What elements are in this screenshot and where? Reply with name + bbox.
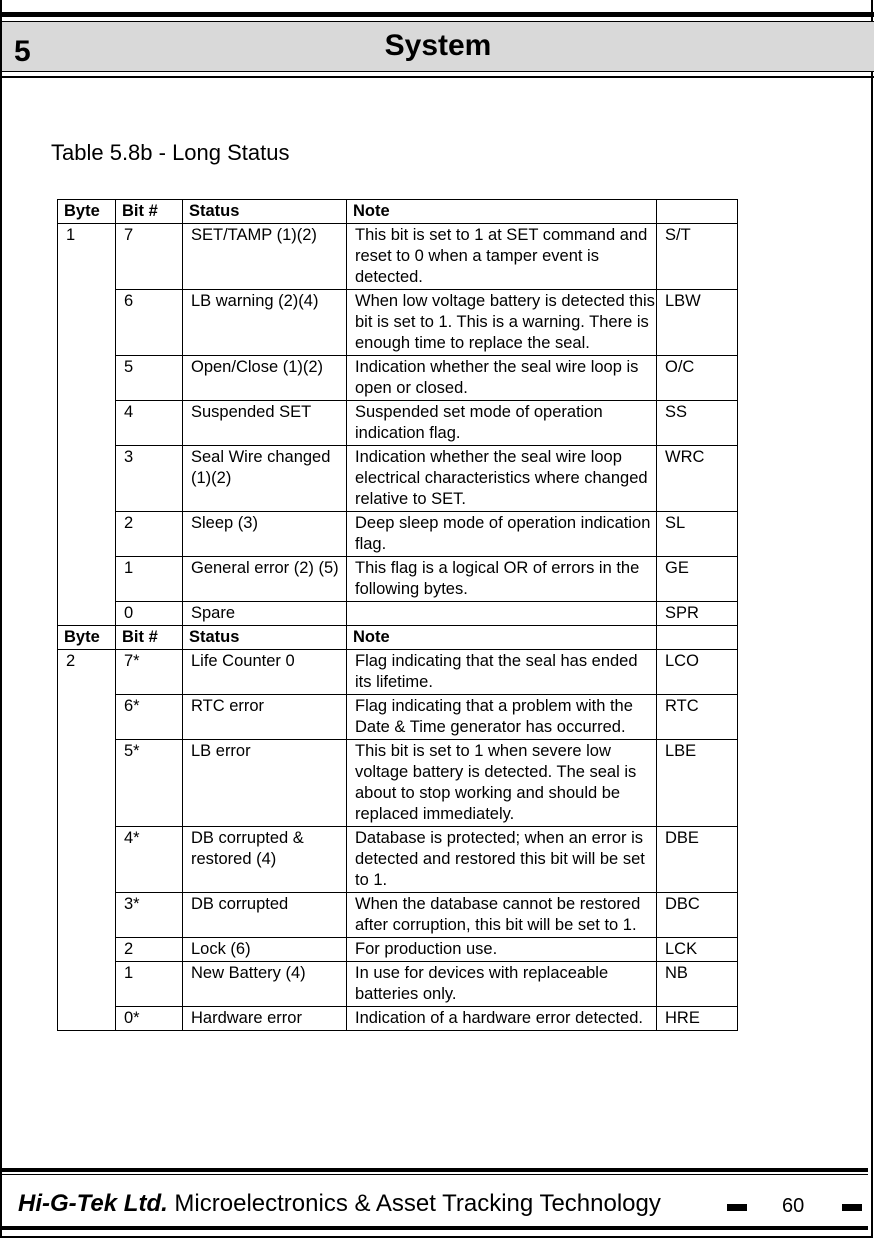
status-abbreviation: RTC (657, 695, 738, 740)
table-row (58, 827, 738, 893)
status-abbreviation: SPR (657, 602, 738, 626)
status-note: Deep sleep mode of operation indication flag. (347, 512, 657, 557)
status-abbreviation: DBE (657, 827, 738, 893)
header-byte: Byte (58, 200, 116, 224)
table-row (58, 962, 738, 1007)
header-bit: Bit # (116, 626, 183, 650)
status-name: DB corrupted (183, 893, 347, 938)
header-bit: Bit # (116, 200, 183, 224)
table-row (58, 938, 738, 962)
header-abbr (657, 200, 738, 224)
status-abbreviation: HRE (657, 1007, 738, 1031)
bit-number: 1 (116, 557, 183, 602)
status-abbreviation: LCO (657, 650, 738, 695)
status-note: Indication whether the seal wire loop is open or closed. (347, 356, 657, 401)
bit-number: 7* (116, 650, 183, 695)
table-row (58, 602, 738, 626)
table-row (58, 650, 738, 695)
status-abbreviation: SL (657, 512, 738, 557)
status-name: Hardware error (183, 1007, 347, 1031)
long-status-table (57, 199, 738, 1031)
bit-number: 4* (116, 827, 183, 893)
bit-number: 5 (116, 356, 183, 401)
byte-number: 1 (58, 224, 116, 626)
company-name: Hi-G-Tek Ltd. (18, 1190, 168, 1217)
chapter-header (2, 12, 874, 78)
status-abbreviation: DBC (657, 893, 738, 938)
status-name: Sleep (3) (183, 512, 347, 557)
status-name: DB corrupted & restored (4) (183, 827, 347, 893)
status-note: In use for devices with replaceable batteries only. (347, 962, 657, 1007)
status-note: This flag is a logical OR of errors in the following bytes. (347, 557, 657, 602)
table-caption: Table 5.8b - Long Status (51, 140, 290, 165)
table-row (58, 356, 738, 401)
bit-number: 3 (116, 446, 183, 512)
status-name: Life Counter 0 (183, 650, 347, 695)
status-note: For production use. (347, 938, 657, 962)
table-row (58, 557, 738, 602)
table-row (58, 893, 738, 938)
bit-number: 1 (116, 962, 183, 1007)
bit-number: 6* (116, 695, 183, 740)
chapter-number: 5 (14, 35, 31, 68)
status-name: SET/TAMP (1)(2) (183, 224, 347, 290)
header-byte: Byte (58, 626, 116, 650)
status-name: LB warning (2)(4) (183, 290, 347, 356)
header-status: Status (183, 626, 347, 650)
table-row (58, 695, 738, 740)
bit-number: 4 (116, 401, 183, 446)
status-name: Lock (6) (183, 938, 347, 962)
status-name: Spare (183, 602, 347, 626)
footer-bar-right (842, 1204, 862, 1211)
bit-number: 2 (116, 512, 183, 557)
chapter-title: System (384, 29, 492, 62)
bit-number: 7 (116, 224, 183, 290)
footer-rule-bottom (2, 1226, 868, 1230)
status-abbreviation: O/C (657, 356, 738, 401)
bit-number: 3* (116, 893, 183, 938)
header-note: Note (347, 200, 657, 224)
status-name: Suspended SET (183, 401, 347, 446)
bit-number: 6 (116, 290, 183, 356)
header-status: Status (183, 200, 347, 224)
status-note: Indication whether the seal wire loop electrical characteristics where changed relative to SET. (347, 446, 657, 512)
header-note: Note (347, 626, 657, 650)
table-header-row (58, 200, 738, 224)
status-name: RTC error (183, 695, 347, 740)
page-number: 60 (782, 1195, 805, 1217)
header-abbr (657, 626, 738, 650)
bit-number: 5* (116, 740, 183, 827)
status-name: Seal Wire changed (1)(2) (183, 446, 347, 512)
status-name: New Battery (4) (183, 962, 347, 1007)
status-note: Database is protected; when an error is detected and restored this bit will be set to 1. (347, 827, 657, 893)
bit-number: 0 (116, 602, 183, 626)
status-abbreviation: GE (657, 557, 738, 602)
status-abbreviation: NB (657, 962, 738, 1007)
table-row (58, 401, 738, 446)
status-note: Flag indicating that a problem with the Date & Time generator has occurred. (347, 695, 657, 740)
footer (18, 1190, 661, 1218)
status-name: Open/Close (1)(2) (183, 356, 347, 401)
byte-number: 2 (58, 650, 116, 1031)
status-note: Suspended set mode of operation indication flag. (347, 401, 657, 446)
status-abbreviation: WRC (657, 446, 738, 512)
status-abbreviation: LBE (657, 740, 738, 827)
company-tagline: Microelectronics & Asset Tracking Technology (167, 1190, 661, 1217)
status-note: When the database cannot be restored after corruption, this bit will be set to 1. (347, 893, 657, 938)
status-name: General error (2) (5) (183, 557, 347, 602)
bit-number: 2 (116, 938, 183, 962)
status-abbreviation: S/T (657, 224, 738, 290)
status-abbreviation: LCK (657, 938, 738, 962)
bit-number: 0* (116, 1007, 183, 1031)
table-header-row (58, 626, 738, 650)
status-note (347, 602, 657, 626)
status-note: This bit is set to 1 when severe low voltage battery is detected. The seal is about to stop working and should be replaced immediately. (347, 740, 657, 827)
status-note: This bit is set to 1 at SET command and reset to 0 when a tamper event is detected. (347, 224, 657, 290)
table-row (58, 1007, 738, 1031)
status-note: Indication of a hardware error detected. (347, 1007, 657, 1031)
status-note: When low voltage battery is detected this bit is set to 1. This is a warning. There is enough time to replace the seal. (347, 290, 657, 356)
table-row (58, 446, 738, 512)
status-abbreviation: SS (657, 401, 738, 446)
footer-rule-thin (2, 1174, 868, 1175)
table-row (58, 512, 738, 557)
status-name: LB error (183, 740, 347, 827)
footer-rule (2, 1168, 868, 1172)
status-note: Flag indicating that the seal has ended its lifetime. (347, 650, 657, 695)
table-row (58, 224, 738, 290)
table-row (58, 740, 738, 827)
status-abbreviation: LBW (657, 290, 738, 356)
table-row (58, 290, 738, 356)
footer-bar-left (727, 1204, 747, 1211)
